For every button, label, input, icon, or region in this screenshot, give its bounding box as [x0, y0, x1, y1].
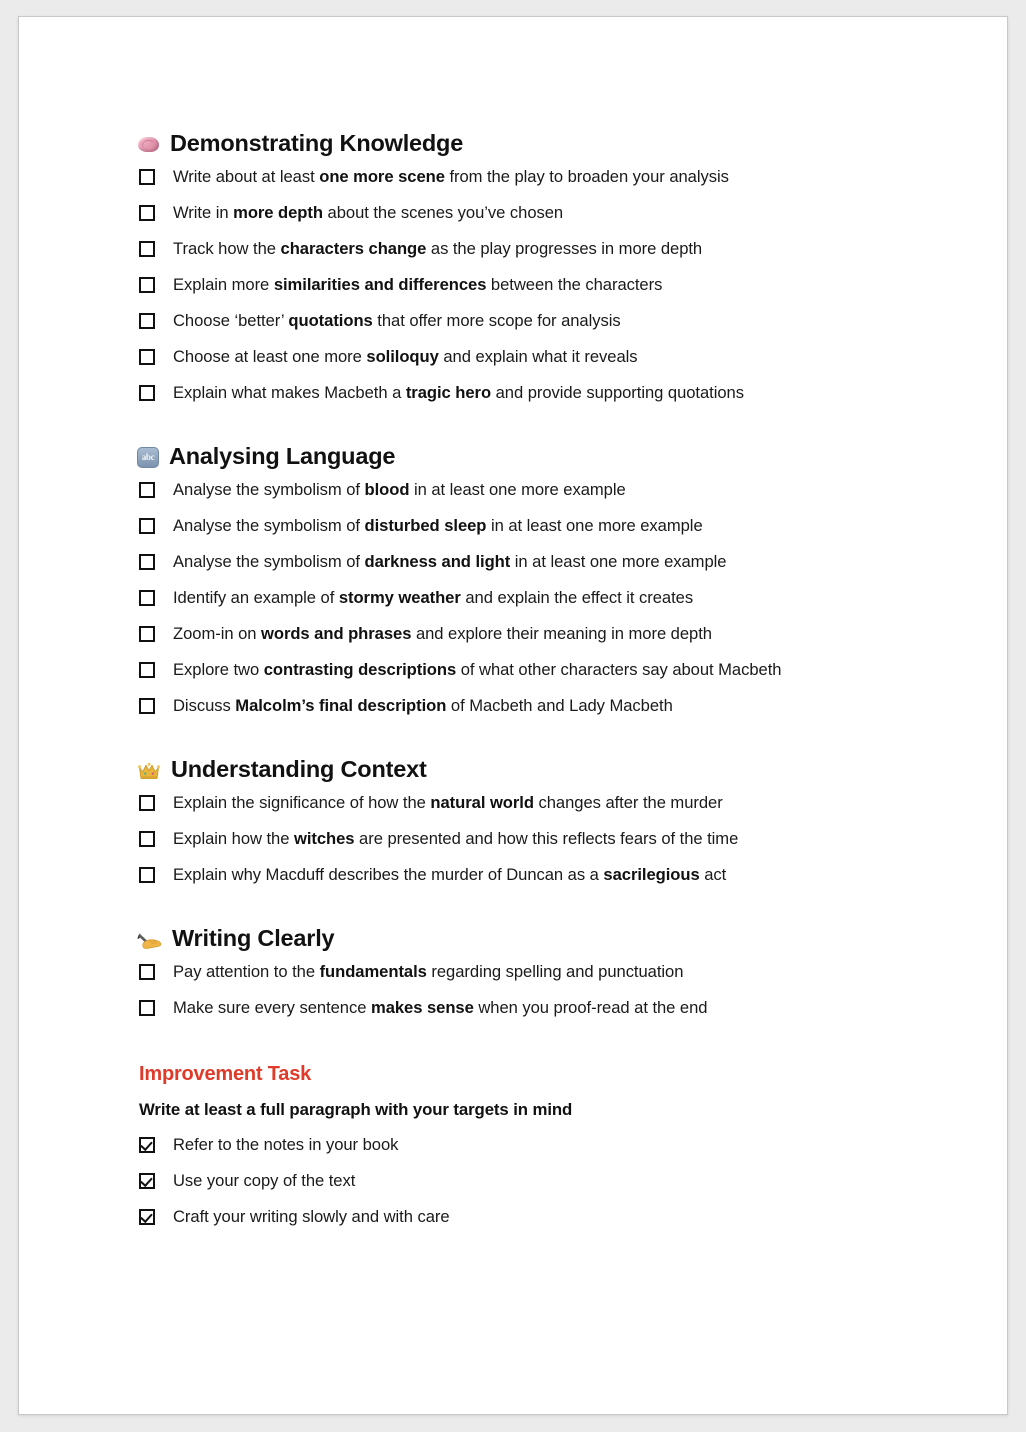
- checked-checkbox-icon[interactable]: [139, 1137, 155, 1153]
- writing-hand-icon: [137, 928, 162, 951]
- unchecked-checkbox-icon[interactable]: [139, 698, 155, 714]
- unchecked-checkbox-icon[interactable]: [139, 867, 155, 883]
- checklist-item[interactable]: [137, 961, 927, 987]
- checked-checkbox-icon[interactable]: [139, 1173, 155, 1189]
- checklist-item[interactable]: [137, 515, 927, 541]
- checked-checkbox-icon[interactable]: [139, 1209, 155, 1225]
- checklist-item[interactable]: [137, 479, 927, 505]
- checklist-item[interactable]: [137, 166, 927, 192]
- unchecked-checkbox-icon[interactable]: [139, 554, 155, 570]
- section-heading-text: Analysing Language: [169, 443, 396, 470]
- checklist-item-label: Explain why Macduff describes the murder of Duncan as a sacrilegious act: [173, 865, 727, 884]
- unchecked-checkbox-icon[interactable]: [139, 1000, 155, 1016]
- checklist-item-label: Choose at least one more soliloquy and explain what it reveals: [173, 347, 638, 366]
- section-heading: [137, 129, 927, 159]
- checklist-item[interactable]: [137, 695, 927, 721]
- checklist-item-label: Track how the characters change as the play progresses in more depth: [173, 239, 703, 258]
- checklist-item-label: Use your copy of the text: [173, 1171, 356, 1190]
- checklist-item[interactable]: [137, 382, 927, 408]
- checklist-item-label: Refer to the notes in your book: [173, 1135, 399, 1154]
- sections-container: [137, 129, 927, 1057]
- unchecked-checkbox-icon[interactable]: [139, 795, 155, 811]
- improvement-task-subtitle: Write at least a full paragraph with your targets in mind: [139, 1100, 573, 1119]
- unchecked-checkbox-icon[interactable]: [139, 349, 155, 365]
- checklist-item-label: Analyse the symbolism of blood in at least one more example: [173, 480, 626, 499]
- improvement-task-section: [137, 1063, 927, 1232]
- checklist-item-label: Analyse the symbolism of disturbed sleep in at least one more example: [173, 516, 703, 535]
- section-abc: [137, 442, 927, 721]
- section-writing-hand: [137, 924, 927, 1023]
- section-spacer: [137, 900, 927, 924]
- checklist-item[interactable]: [137, 623, 927, 649]
- checklist-item[interactable]: [137, 587, 927, 613]
- unchecked-checkbox-icon[interactable]: [139, 169, 155, 185]
- checklist-item[interactable]: [137, 238, 927, 264]
- checklist-item-label: Explore two contrasting descriptions of what other characters say about Macbeth: [173, 660, 782, 679]
- unchecked-checkbox-icon[interactable]: [139, 518, 155, 534]
- checklist-item[interactable]: [137, 274, 927, 300]
- section-heading-text: Demonstrating Knowledge: [170, 130, 464, 157]
- checklist-item[interactable]: [137, 1206, 927, 1232]
- checklist-item[interactable]: [137, 997, 927, 1023]
- checklist-item-label: Explain the significance of how the natural world changes after the murder: [173, 793, 723, 812]
- checklist-item-label: Identify an example of stormy weather and explain the effect it creates: [173, 588, 694, 607]
- checklist-item[interactable]: [137, 828, 927, 854]
- document-page: [18, 16, 1008, 1415]
- section-crown: [137, 755, 927, 890]
- checklist-item-label: Choose ‘better’ quotations that offer more scope for analysis: [173, 311, 621, 330]
- checklist-item-label: Zoom-in on words and phrases and explore their meaning in more depth: [173, 624, 712, 643]
- checklist-item-label: Discuss Malcolm’s final description of Macbeth and Lady Macbeth: [173, 696, 673, 715]
- unchecked-checkbox-icon[interactable]: [139, 626, 155, 642]
- improvement-task-title: Improvement Task: [139, 1063, 312, 1085]
- checklist-item[interactable]: [137, 202, 927, 228]
- section-heading-text: Writing Clearly: [172, 925, 335, 952]
- unchecked-checkbox-icon[interactable]: [139, 277, 155, 293]
- checklist-item-label: Write in more depth about the scenes you’ve chosen: [173, 203, 564, 222]
- checklist-item[interactable]: [137, 1170, 927, 1196]
- checklist-item-label: Explain more similarities and differences between the characters: [173, 275, 663, 294]
- checklist-item-label: Craft your writing slowly and with care: [173, 1207, 450, 1226]
- brain-icon: [137, 133, 160, 156]
- checklist-item[interactable]: [137, 346, 927, 372]
- checklist-item[interactable]: [137, 551, 927, 577]
- unchecked-checkbox-icon[interactable]: [139, 385, 155, 401]
- section-spacer: [137, 731, 927, 755]
- checklist-item[interactable]: [137, 659, 927, 685]
- checklist-item-label: Make sure every sentence makes sense when you proof-read at the end: [173, 998, 708, 1017]
- checklist-item[interactable]: [137, 792, 927, 818]
- checklist-item-label: Write about at least one more scene from the play to broaden your analysis: [173, 167, 729, 186]
- section-heading: [137, 442, 927, 472]
- checklist-item[interactable]: [137, 864, 927, 890]
- checklist-item-label: Pay attention to the fundamentals regarding spelling and punctuation: [173, 962, 684, 981]
- unchecked-checkbox-icon[interactable]: [139, 964, 155, 980]
- section-spacer: [137, 418, 927, 442]
- document-body: [137, 129, 927, 1242]
- unchecked-checkbox-icon[interactable]: [139, 241, 155, 257]
- unchecked-checkbox-icon[interactable]: [139, 313, 155, 329]
- section-heading-text: Understanding Context: [171, 756, 427, 783]
- abc-icon: abc: [137, 447, 159, 468]
- crown-icon: [137, 759, 161, 782]
- section-heading: [137, 755, 927, 785]
- section-spacer: [137, 1033, 927, 1057]
- unchecked-checkbox-icon[interactable]: [139, 590, 155, 606]
- unchecked-checkbox-icon[interactable]: [139, 482, 155, 498]
- checklist-item-label: Explain what makes Macbeth a tragic hero and provide supporting quotations: [173, 383, 744, 402]
- checklist-item[interactable]: [137, 1134, 927, 1160]
- checklist-item-label: Analyse the symbolism of darkness and light in at least one more example: [173, 552, 727, 571]
- unchecked-checkbox-icon[interactable]: [139, 205, 155, 221]
- improvement-task-list: [137, 1134, 927, 1232]
- unchecked-checkbox-icon[interactable]: [139, 662, 155, 678]
- checklist-item-label: Explain how the witches are presented and how this reflects fears of the time: [173, 829, 739, 848]
- section-heading: [137, 924, 927, 954]
- unchecked-checkbox-icon[interactable]: [139, 831, 155, 847]
- section-brain: [137, 129, 927, 408]
- checklist-item[interactable]: [137, 310, 927, 336]
